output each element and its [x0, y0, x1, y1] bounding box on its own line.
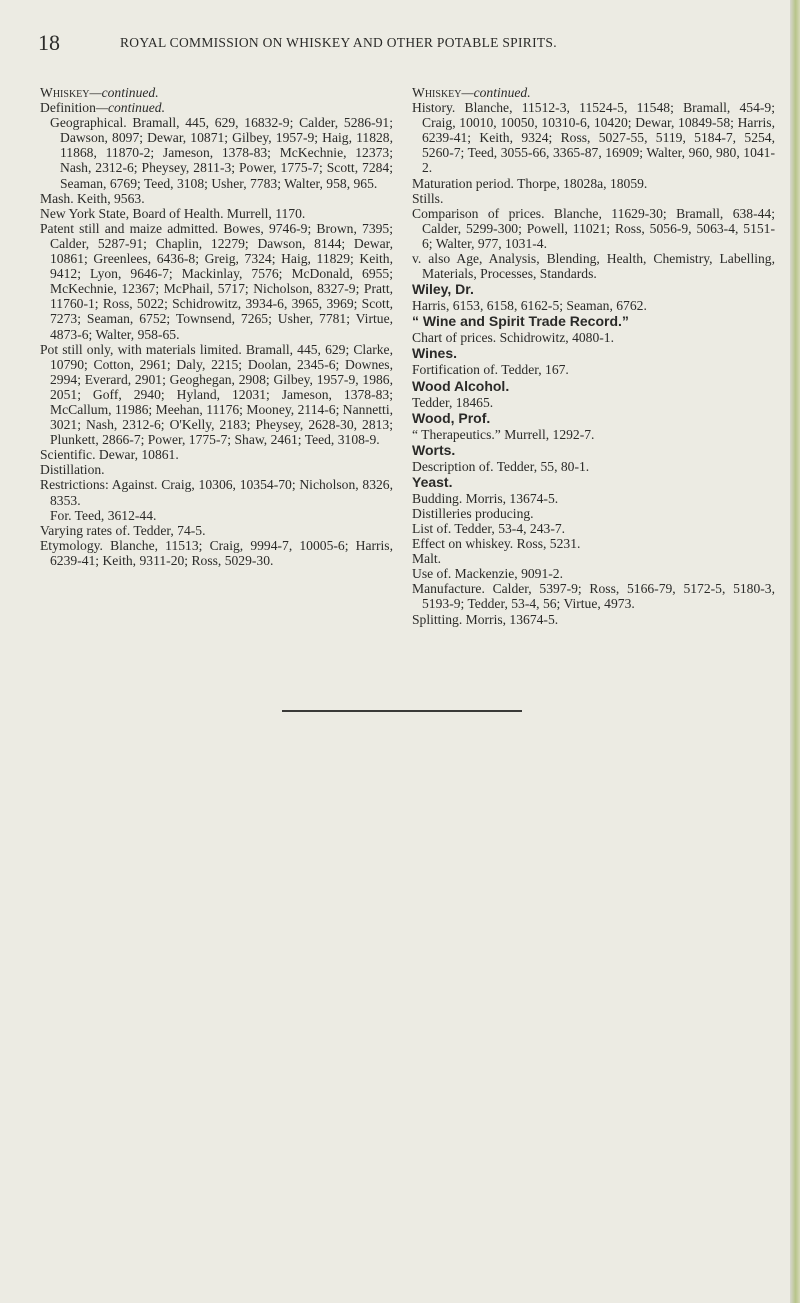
index-entry: Description of. Tedder, 55, 80-1.	[412, 458, 590, 474]
index-entry: Use of. Mackenzie, 9091-2.	[412, 566, 563, 582]
page-number: 18	[38, 30, 60, 55]
index-entry: Tedder, 18465.	[412, 394, 494, 410]
index-entry: Fortification of. Tedder, 167.	[412, 362, 569, 378]
index-entry: Malt.	[412, 551, 442, 567]
continued-heading	[40, 85, 393, 100]
index-entry: Distillation.	[40, 462, 105, 478]
index-entry: Stills.	[412, 190, 444, 206]
entry-term: Definition	[40, 100, 96, 116]
continued-note: —continued.	[89, 85, 159, 100]
continued-note: —continued.	[95, 100, 165, 116]
index-entry: New York State, Board of Health. Murrell, 1170.	[40, 205, 306, 221]
index-entry: For. Teed, 3612-44.	[50, 507, 157, 523]
index-entry: Harris, 6153, 6158, 6162-5; Seaman, 6762.	[412, 298, 647, 314]
index-entry: Varying rates of. Tedder, 74-5.	[40, 522, 206, 538]
index-entry: “ Therapeutics.” Murrell, 1292-7.	[412, 426, 595, 442]
index-entry: Scientific. Dewar, 10861.	[40, 447, 179, 463]
running-title: ROYAL COMMISSION ON WHISKEY AND OTHER POTABLE SPIRITS.	[120, 35, 557, 50]
entry-term: Whiskey	[412, 85, 462, 100]
index-heading: Wines.	[412, 345, 457, 362]
index-entry: History. Blanche, 11512-3, 11524-5, 11548; Bramall, 454-9; Craig, 10010, 10050, 10310-6, 10420; Dewar, 10849-58; Harris, 6239-41; Keith, 9324; Ross, 5027-55, 5119, 5184-7, 5254, 5260-7; Teed, 3055-66, 3365-87, 16909; Walter, 960, 980, 1041-2.	[412, 100, 775, 176]
index-entry: Geographical. Bramall, 445, 629, 16832-9; Calder, 5286-91; Dawson, 8097; Dewar, 10871; Gilbey, 1957-9; Haig, 11828, 11868, 11870-2; Jameson, 1378-83; McKechnie, 12373; Nash, 2312-6; Pheysey, 2811-3; Power, 1775-7; Scott, 7284; Seaman, 6769; Teed, 3108; Usher, 7783; Walter, 958, 965.	[50, 115, 393, 191]
index-heading: Worts.	[412, 441, 456, 458]
continued-note: —continued.	[461, 85, 531, 100]
index-entry: Splitting. Morris, 13674-5.	[412, 611, 559, 627]
index-heading: Wood, Prof.	[412, 409, 491, 426]
index-entry: Maturation period. Thorpe, 18028a, 18059.	[412, 175, 648, 191]
index-entry: Comparison of prices. Blanche, 11629-30; Bramall, 638-44; Calder, 5299-300; Powell, 11021; Ross, 5056-9, 5063-4, 5151-6; Walter, 977, 1031-4.	[412, 205, 775, 251]
index-heading: Yeast.	[412, 473, 453, 490]
index-entry: v. also Age, Analysis, Blending, Health, Chemistry, Labelling, Materials, Processes, Standards.	[412, 251, 775, 282]
section-end-rule	[282, 710, 522, 712]
index-entry: Manufacture. Calder, 5397-9; Ross, 5166-79, 5172-5, 5180-3, 5193-9; Tedder, 53-4, 56; Virtue, 4973.	[412, 581, 775, 612]
index-entry: Distilleries producing.	[412, 505, 534, 521]
index-heading: Wiley, Dr.	[412, 281, 474, 298]
left-column	[40, 85, 393, 568]
page-header	[0, 30, 800, 54]
index-entry: Etymology. Blanche, 11513; Craig, 9994-7, 10005-6; Harris, 6239-41; Keith, 9311-20; Ross, 5029-30.	[40, 537, 393, 568]
index-heading: “ Wine and Spirit Trade Record.”	[412, 313, 629, 330]
index-heading: Wood Alcohol.	[412, 377, 510, 394]
index-entry: Effect on whiskey. Ross, 5231.	[412, 536, 581, 552]
continued-subheading	[40, 100, 393, 115]
index-entry: Restrictions: Against. Craig, 10306, 10354-70; Nicholson, 8326, 8353.	[40, 477, 393, 508]
index-entry: Mash. Keith, 9563.	[40, 190, 145, 206]
index-entry: Budding. Morris, 13674-5.	[412, 490, 559, 506]
index-entry: Patent still and maize admitted. Bowes, 9746-9; Brown, 7395; Calder, 5287-91; Chaplin, 12279; Dawson, 8144; Dewar, 10861; Greenlees, 6436-8; Greig, 7324; Haig, 11829; Keith, 9412; Lyon, 9646-7; Mackinlay, 7576; McDonald, 6955; McKechnie, 12367; McPhail, 5717; Nicholson, 8327-9; Pratt, 11760-1; Ross, 5022; Schidrowitz, 3934-6, 3965, 3969; Scott, 7273; Seaman, 6752; Townsend, 7265; Usher, 7781; Virtue, 4873-6; Walter, 958-65.	[40, 220, 393, 342]
continued-heading	[412, 85, 775, 100]
index-entry: Chart of prices. Schidrowitz, 4080-1.	[412, 330, 614, 346]
index-entry: List of. Tedder, 53-4, 243-7.	[412, 520, 566, 536]
page-edge	[790, 0, 800, 1303]
index-entry: Pot still only, with materials limited. Bramall, 445, 629; Clarke, 10790; Cotton, 2961; Daly, 2215; Doolan, 2345-6; Downes, 2994; Everard, 2901; Geoghegan, 2908; Gilbey, 1957-9, 1986, 2051; Goff, 2940; Hyland, 12031; Jameson, 1378-83; McCallum, 11986; Meehan, 11176; Mooney, 2114-6; Nannetti, 3021; Nash, 2312-6; O'Kelly, 2183; Pheysey, 2628-30, 2813; Plunkett, 2866-7; Power, 1775-7; Shaw, 2461; Teed, 3108-9.	[40, 341, 393, 448]
right-column	[412, 85, 775, 627]
entry-term: Whiskey	[40, 85, 90, 100]
